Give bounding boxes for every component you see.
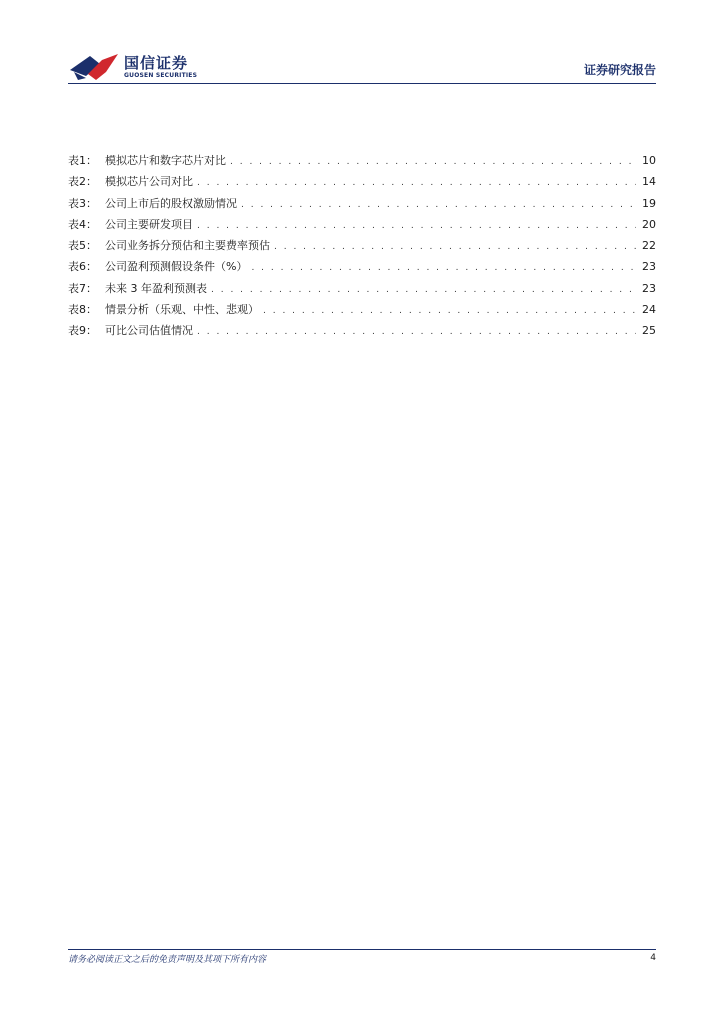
toc-entry[interactable]: [68, 150, 656, 171]
toc-entry-title: 公司盈利预测假设条件（%）: [105, 260, 248, 274]
toc-entry-page: 20: [642, 217, 656, 231]
dot-leader: [251, 258, 636, 279]
toc-entry[interactable]: [68, 193, 656, 214]
guosen-logo: [68, 48, 208, 84]
toc-entry-page: 23: [642, 260, 656, 274]
toc-entry-label: 表4：: [68, 217, 97, 231]
dot-leader: [274, 237, 636, 258]
toc-entry-title: 模拟芯片和数字芯片对比: [105, 154, 226, 167]
dot-leader: [263, 301, 636, 322]
page-number: 4: [650, 953, 656, 963]
dot-leader: [197, 173, 636, 194]
toc-entry[interactable]: [68, 235, 656, 256]
toc-entry-title: 公司上市后的股权激励情况: [105, 196, 237, 210]
table-list: [68, 150, 656, 342]
toc-entry-page: 24: [642, 303, 656, 317]
toc-entry-page: 25: [642, 324, 656, 338]
toc-entry[interactable]: [68, 171, 656, 192]
toc-entry[interactable]: [68, 214, 656, 235]
page-header: [68, 48, 656, 84]
toc-entry-label: 表1：: [68, 154, 97, 167]
toc-entry[interactable]: [68, 299, 656, 320]
guosen-logo-mark-icon: [68, 50, 120, 82]
toc-entry[interactable]: [68, 278, 656, 299]
toc-entry-title: 情景分析（乐观、中性、悲观）: [105, 303, 259, 317]
dot-leader: [241, 195, 636, 216]
toc-entry-title: 公司主要研发项目: [105, 217, 193, 231]
dot-leader: [197, 322, 636, 343]
report-type: 证券研究报告: [583, 63, 656, 77]
logo-chinese-name: 国信证券: [124, 54, 189, 72]
toc-entry[interactable]: [68, 320, 656, 341]
logo-english-name: GUOSEN SECURITIES: [124, 72, 198, 79]
footer-divider: [68, 949, 656, 950]
toc-entry-label: 表9：: [68, 324, 97, 338]
toc-entry-page: 10: [642, 154, 656, 167]
toc-entry-title: 公司业务拆分预估和主要费率预估: [105, 239, 270, 253]
header-divider: [68, 83, 656, 84]
toc-entry-page: 22: [642, 239, 656, 253]
toc-entry-label: 表5：: [68, 239, 97, 253]
toc-entry-page: 14: [642, 175, 656, 189]
footer-disclaimer: 请务必阅读正文之后的免责声明及其项下所有内容: [68, 955, 267, 965]
toc-entry-page: 23: [642, 281, 656, 295]
toc-entry-label: 表7：: [68, 281, 97, 295]
toc-entry-title: 未来 3 年盈利预测表: [105, 281, 207, 295]
toc-entry-label: 表8：: [68, 303, 97, 317]
toc-entry-page: 19: [642, 196, 656, 210]
toc-entry-label: 表6：: [68, 260, 97, 274]
dot-leader: [197, 216, 636, 237]
toc-entry[interactable]: [68, 256, 656, 277]
toc-entry-title: 模拟芯片公司对比: [105, 175, 193, 189]
dot-leader: [211, 280, 636, 301]
dot-leader: [230, 152, 636, 173]
toc-entry-title: 可比公司估值情况: [105, 324, 193, 338]
toc-entry-label: 表3：: [68, 196, 97, 210]
toc-entry-label: 表2：: [68, 175, 97, 189]
